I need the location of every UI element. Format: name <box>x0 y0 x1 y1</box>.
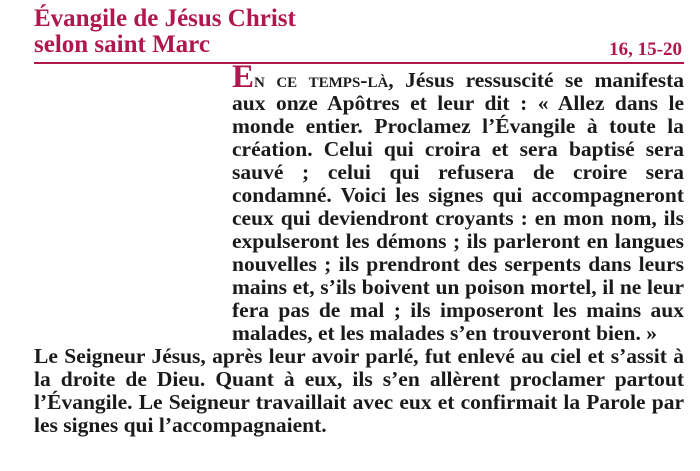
gospel-paragraph-1 <box>34 59 685 345</box>
drop-cap: E <box>232 59 255 95</box>
scripture-reference: 16, 15-20 <box>609 39 682 60</box>
gospel-title-line1: Évangile de Jésus Christ <box>34 5 296 32</box>
gospel-text <box>34 59 685 437</box>
gospel-title-line2: selon saint Marc <box>34 31 210 58</box>
gospel-header <box>34 6 684 64</box>
opening-smallcaps: n ce temps-là, <box>254 68 394 92</box>
paragraph-1-text: Jésus ressuscité se manifesta aux onze Apôtres et leur dit : « Allez dans le monde entier. Proclamez l’Évangile à toute la création. Celui qui croira et sera baptisé sera sauvé ; celui qui refusera de croire sera condamné. Voici les signes qui accompagneront ceux qui deviendront croyants : en mon nom, ils expulseront les démons ; ils parleront en langues nouvelles ; ils prendront des serpents dans leurs mains et, s’ils boivent un poison mortel, il ne leur fera pas de mal ; ils imposeront les mains aux malades, et les malades s’en trouveront bien. » <box>232 68 685 345</box>
gospel-paragraph-2: Le Seigneur Jésus, après leur avoir parlé, fut enlevé au ciel et s’assit à la droite de Dieu. Quant à eux, ils s’en allèrent proclamer partout l’Évangile. Le Seigneur travaillait avec eux et confirmait la Parole par les signes qui l’accompagnaient. <box>34 344 684 437</box>
